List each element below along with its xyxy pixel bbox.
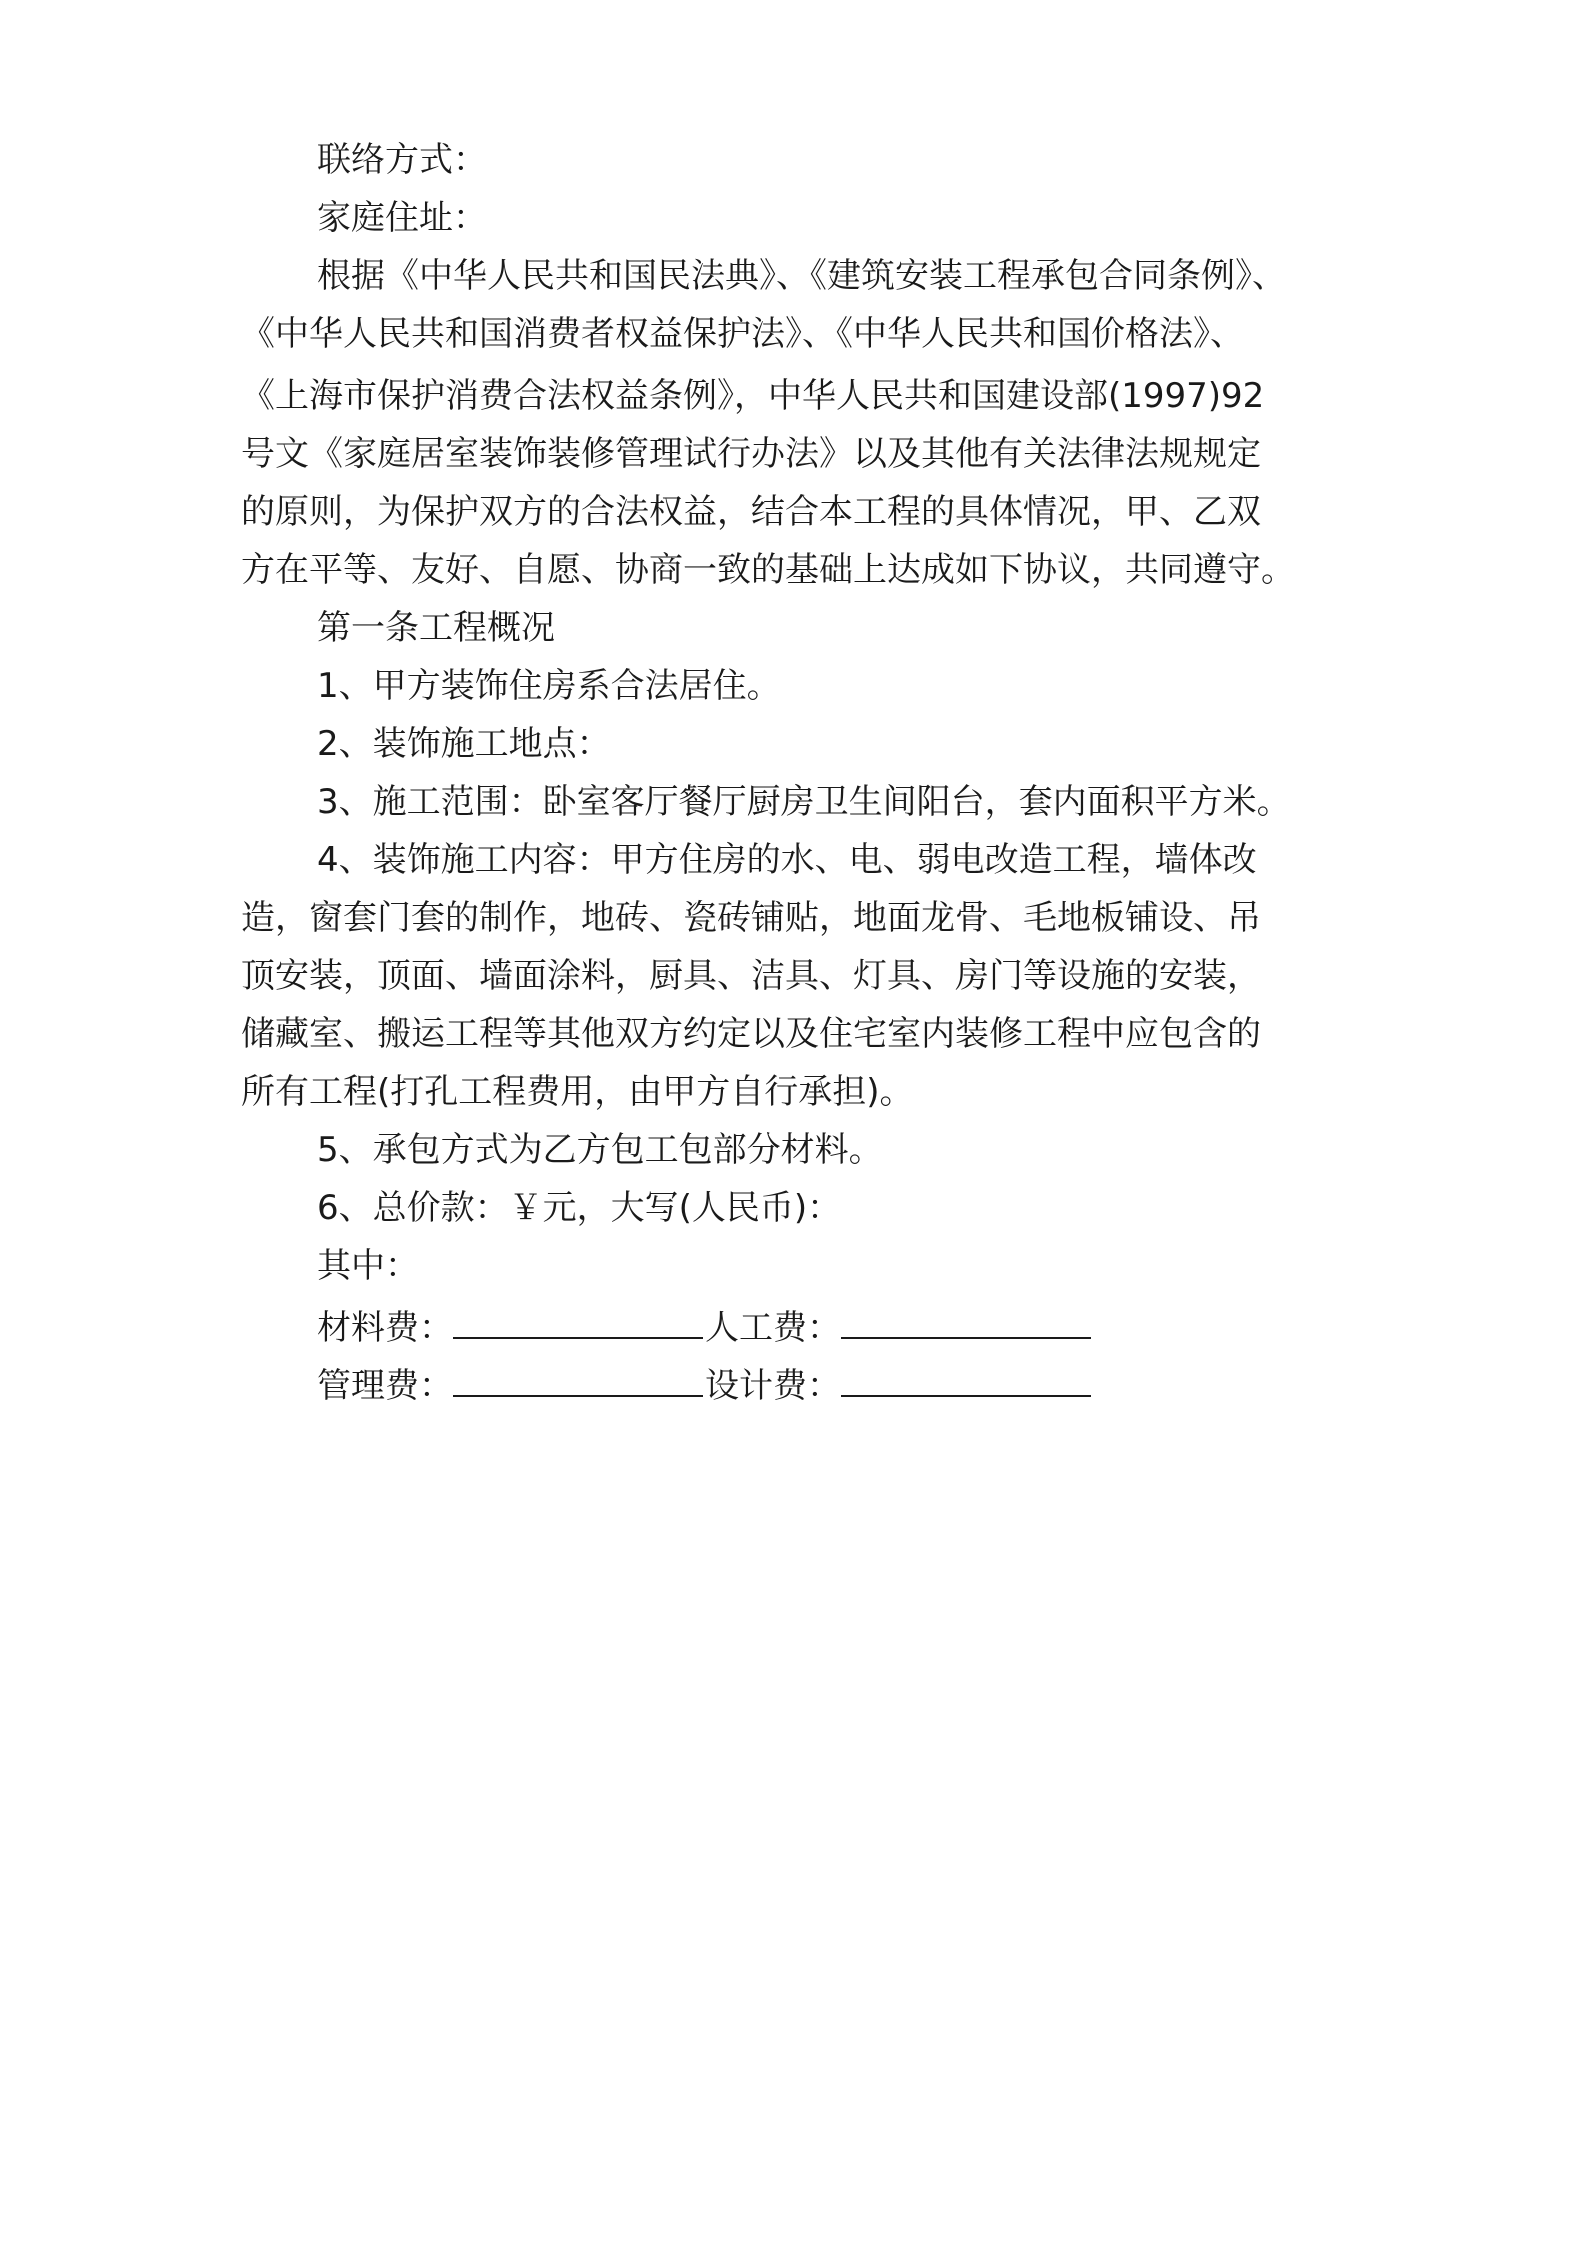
labor-fee-blank bbox=[841, 1307, 1091, 1339]
labor-fee-label: 人工费： bbox=[705, 1308, 841, 1348]
clause-4-line-3: 顶安装，顶面、墙面涂料，厨具、洁具、灯具、房门等设施的安装， bbox=[241, 956, 1261, 996]
article-heading: 第一条工程概况 bbox=[317, 608, 555, 648]
preamble-line-1: 根据《中华人民共和国民法典》、《建筑安装工程承包合同条例》、 bbox=[317, 256, 1286, 296]
material-fee-label: 材料费： bbox=[317, 1308, 453, 1348]
address-label: 家庭住址： bbox=[317, 198, 487, 238]
preamble-line-2: 《中华人民共和国消费者权益保护法》、《中华人民共和国价格法》、 bbox=[241, 314, 1244, 354]
clause-2: 2、装饰施工地点： bbox=[317, 724, 611, 764]
management-fee-label: 管理费： bbox=[317, 1366, 453, 1406]
clause-4-line-4: 储藏室、搬运工程等其他双方约定以及住宅室内装修工程中应包含的 bbox=[241, 1014, 1261, 1054]
clause-4-line-2: 造，窗套门套的制作，地砖、瓷砖铺贴，地面龙骨、毛地板铺设、吊 bbox=[241, 898, 1261, 938]
preamble-line-5: 的原则，为保护双方的合法权益，结合本工程的具体情况，甲、乙双 bbox=[241, 492, 1261, 532]
design-fee-blank bbox=[841, 1365, 1091, 1397]
preamble-line-3: 《上海市保护消费合法权益条例》，中华人民共和国建设部(1997)92 bbox=[241, 376, 1265, 416]
clause-1: 1、甲方装饰住房系合法居住。 bbox=[317, 666, 781, 706]
clause-4-line-1: 4、装饰施工内容：甲方住房的水、电、弱电改造工程，墙体改 bbox=[317, 840, 1257, 880]
clause-6: 6、总价款：￥元，大写(人民币)： bbox=[317, 1188, 842, 1228]
preamble-line-6: 方在平等、友好、自愿、协商一致的基础上达成如下协议，共同遵守。 bbox=[241, 550, 1295, 590]
contact-label: 联络方式： bbox=[317, 140, 487, 180]
preamble-line-4: 号文《家庭居室装饰装修管理试行办法》以及其他有关法律法规规定 bbox=[241, 434, 1261, 474]
management-fee-blank bbox=[453, 1365, 703, 1397]
fee-row-2 bbox=[317, 1364, 1093, 1408]
clause-5: 5、承包方式为乙方包工包部分材料。 bbox=[317, 1130, 883, 1170]
design-fee-label: 设计费： bbox=[705, 1366, 841, 1406]
clause-3: 3、施工范围：卧室客厅餐厅厨房卫生间阳台，套内面积平方米。 bbox=[317, 782, 1291, 822]
contract-page bbox=[241, 0, 1361, 2244]
among-label: 其中： bbox=[317, 1246, 419, 1286]
clause-4-line-5: 所有工程(打孔工程费用，由甲方自行承担)。 bbox=[241, 1072, 914, 1112]
material-fee-blank bbox=[453, 1307, 703, 1339]
fee-row-1 bbox=[317, 1306, 1093, 1350]
